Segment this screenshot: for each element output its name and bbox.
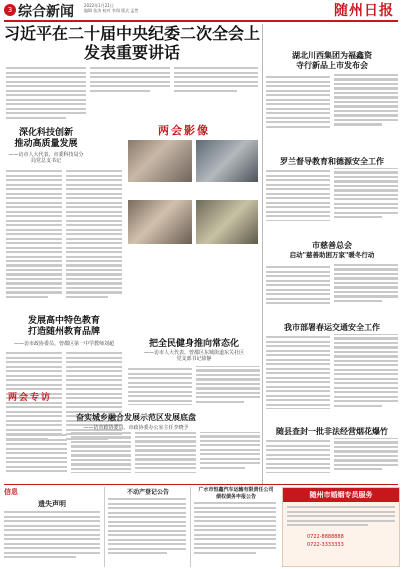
article-2-subtitle: ——访市政协委员、曾都区第一中学教师刘超: [13, 341, 114, 347]
debt-notice-title-line1: 广水市恒鑫汽车运输有限责任公司: [198, 487, 274, 493]
news-photo-3: [128, 200, 192, 244]
article-4-subtitle: [128, 350, 260, 362]
article-1-body-col2: [66, 168, 122, 308]
article-6-title: 罗兰督导教育和德源安全工作: [280, 156, 384, 166]
article-5-title-line2: 寺行新品上市发布会: [296, 60, 368, 70]
debt-notice-body: [194, 500, 276, 560]
article-4-subtitle-line2: 党支部书记徐静: [176, 356, 212, 362]
main-article-body-col2: [90, 65, 170, 95]
main-headline: [4, 24, 260, 62]
main-headline-line1: 习近平在二十届中央纪委二次全会上: [4, 24, 261, 43]
article-1-body-col1: [6, 168, 62, 308]
ad-body: [287, 504, 395, 532]
article-1-title: [6, 128, 86, 150]
article-9-title: 随县查封一批非法经营烟花爆竹: [276, 426, 388, 436]
bottom-mid-notice: [104, 487, 188, 567]
bottom-mid2-notice: [190, 487, 278, 567]
article-5-title-line1: 湖北川西集团为福鑫资: [292, 50, 372, 60]
article-1-title-line2: 推动高质量发展: [14, 139, 78, 149]
article-6-body: [266, 168, 398, 232]
debt-notice-title-line2: 债权债务申报公告: [215, 493, 256, 500]
article-7-title-line1: 市慈善总会: [312, 240, 352, 250]
page-number-badge: 3: [4, 4, 16, 16]
photo-banner: 两会影像: [158, 124, 210, 137]
article-2-title-line1: 发展高中特色教育: [27, 316, 100, 326]
ad-phone-2: 0722-3333333: [307, 542, 344, 548]
lost-notice-body: [4, 509, 100, 563]
article-3-title: 奋实城乡融合发展示范区发展底盘: [76, 412, 196, 422]
article-7-title-line2: 启动"慈善助困万家"暖冬行动: [289, 251, 375, 259]
article-4-body: [128, 366, 260, 406]
photo-1-caption: [128, 184, 192, 196]
info-section-label: 信息: [4, 487, 18, 496]
interview-banner: 两会专访: [8, 393, 53, 403]
article-4-title: 把全民健身推向常态化: [148, 339, 239, 349]
issue-meta: [84, 3, 138, 13]
article-1-subtitle-line1: ——访市人大代表、市委科技局分: [8, 152, 84, 158]
header-rule: [4, 20, 398, 22]
article-3-subtitle: ——访市政协委员、市政协委办公室主任李晓予: [83, 425, 189, 431]
lost-notice-title: 遗失声明: [38, 499, 66, 508]
news-photo-1: [128, 140, 192, 182]
article-8-title: 我市部署春运交通安全工作: [284, 322, 380, 332]
newspaper-logo: 随州日报: [334, 3, 394, 19]
column-divider: [262, 24, 263, 484]
section-title: 综合新闻: [18, 4, 74, 20]
ad-phone-1: 0722-8888888: [307, 534, 344, 540]
article-1-title-line1: 深化科技创新: [18, 128, 73, 138]
page-header: [0, 0, 402, 21]
article-2-title: [6, 316, 122, 338]
ad-title: 随州市婚姻专员服务: [283, 488, 399, 502]
main-article-body-col3: [174, 65, 258, 95]
article-7-body: [266, 264, 398, 316]
main-article-body-col1: [6, 65, 86, 125]
marriage-service-ad: [282, 487, 400, 567]
main-headline-line2: 发表重要讲话: [83, 43, 180, 62]
property-notice-body: [108, 496, 186, 560]
photo-2-caption: [196, 184, 258, 196]
article-2-title-line2: 打造随州教育品牌: [27, 327, 100, 337]
debt-notice-title: [194, 487, 278, 500]
article-1-subtitle-line2: 局党总支书记: [30, 158, 61, 164]
issue-editors: 编辑 张涛 校对 李翔 版式 孟然: [84, 8, 139, 13]
article-5-body: [266, 74, 398, 140]
article-7-title: [266, 240, 398, 260]
article-4-subtitle-line1: ——访市人大代表、曾都区东城街道东关社区: [143, 350, 244, 356]
property-notice-title: 不动产登记公告: [126, 489, 169, 496]
article-5-title: [266, 50, 398, 70]
issue-date: 2022年1月21日: [84, 3, 114, 8]
article-8-body: [266, 334, 398, 422]
article-9-body: [266, 438, 398, 478]
news-photo-2: [196, 140, 258, 182]
article-1-subtitle: [6, 152, 86, 164]
bottom-divider: [4, 484, 398, 485]
news-photo-4: [196, 200, 258, 244]
bottom-left-info: [4, 487, 100, 567]
article-3-body: [6, 432, 260, 476]
